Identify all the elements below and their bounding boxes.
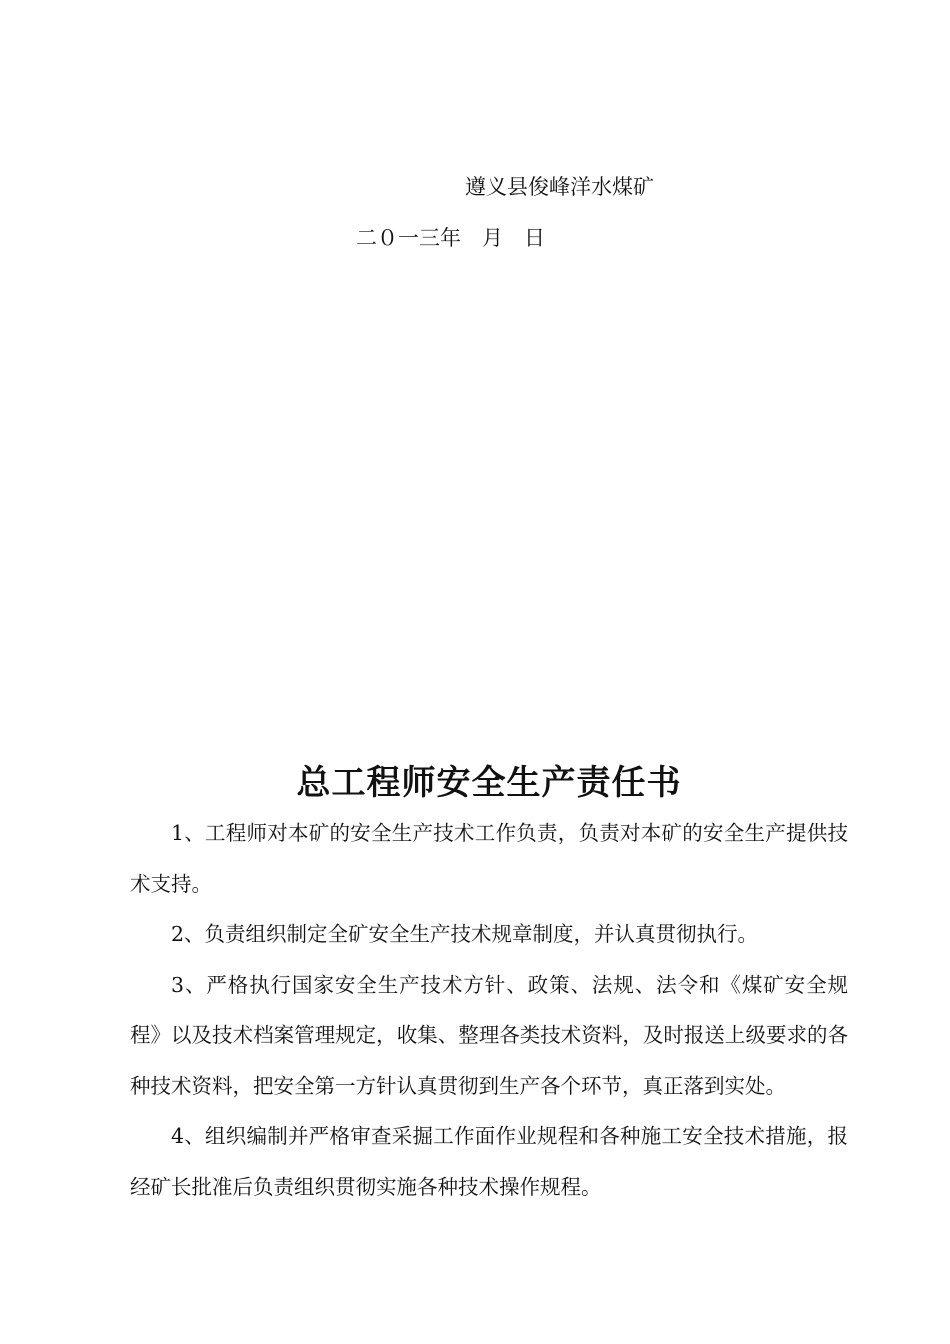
document-body — [130, 808, 848, 1212]
organization-name: 遵义县俊峰洋水煤矿 — [465, 175, 654, 199]
paragraph-4: 4、组织编制并严格审查采掘工作面作业规程和各种施工安全技术措施，报经矿长批准后负责组织贯彻实施各种技术操作规程。 — [130, 1124, 848, 1199]
paragraph-2: 2、负责组织制定全矿安全生产技术规章制度，并认真贯彻执行。 — [171, 922, 759, 946]
paragraph-3: 3、严格执行国家安全生产技术方针、政策、法规、法令和《煤矿安全规程》以及技术档案管理规定，收集、整理各类技术资料，及时报送上级要求的各种技术资料，把安全第一方针认真贯彻到生产各个环节，真正落到实处。 — [130, 972, 848, 1098]
document-date: 二０一三年 月 日 — [356, 226, 545, 250]
document-title: 总工程师安全生产责任书 — [296, 763, 682, 803]
paragraph-1: 1、工程师对本矿的安全生产技术工作负责，负责对本矿的安全生产提供技术支持。 — [130, 821, 848, 896]
